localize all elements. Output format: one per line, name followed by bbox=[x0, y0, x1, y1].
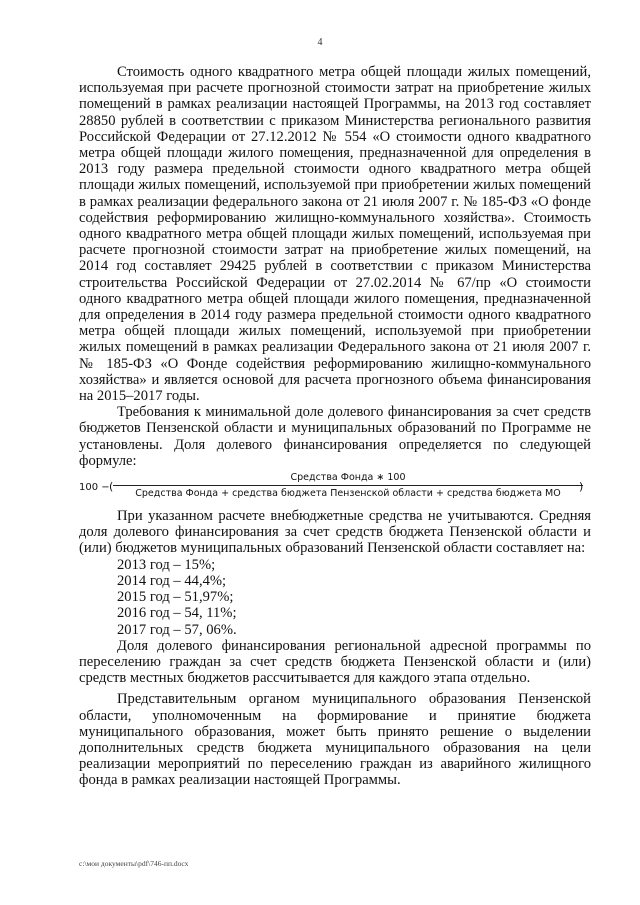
formula-lead: 100 − bbox=[79, 482, 110, 494]
document-body bbox=[79, 64, 591, 789]
paragraph-average-share: При указанном расчете внебюджетные средства не учитываются. Средняя доля долевого финансирования за счет средств бюджета Пензенской области и (или) бюджетов муниципальных образований Пензенской области составляет на: bbox=[79, 508, 591, 557]
paragraph-additional-funds: Представительным органом муниципального образования Пензенской области, уполномоченным на формирование и принятие бюджета муниципального образования, может быть принято решение о выделении дополнительных средств бюджета муниципального образования на цели реализации мероприятий по переселению граждан из аварийного жилищного фонда в рамках реализации настоящей Программы. bbox=[79, 691, 591, 789]
paragraph-share-requirements: Требования к минимальной доле долевого финансирования за счет средств бюджетов Пензенской области и муниципальных образований по Программе не установлены. Доля долевого финансирования определяется по следующей формуле: bbox=[79, 404, 591, 469]
share-2016: 2016 год – 54, 11%; bbox=[117, 605, 237, 622]
formula-fraction-bar bbox=[113, 485, 583, 486]
paragraph-cost-per-square-meter: Стоимость одного квадратного метра общей площади жилых помещений, используемая при расчете прогнозной стоимости затрат на приобретение жилых помещений в рамках реализации настоящей Программы, на 2013 год составляет 28850 рублей в соответствии с приказом Министерства регионального развития Российской Федерации от 27.12.2012 № 554 «О стоимости одного квадратного метра общей площади жилого помещения, предназначенной для определения в 2013 году размера предельной стоимости одного квадратного метра общей площади жилых помещений, используемой при приобретении жилых помещений в рамках реализации федерального закона от 21 июля 2007 г. № 185-ФЗ «О фонде содействия реформированию жилищно-коммунального хозяйства». Стоимость одного квадратного метра общей площади жилых помещений, используемая при расчете прогнозной стоимости затрат на приобретение жилых помещений, на 2014 год составляет 29425 рублей в соответствии с приказом Министерства строительства Российской Федерации от 27.02.2014 № 67/пр «О стоимости одного квадратного метра общей площади жилого помещения, предназначенной для определения в 2014 году размера предельной стоимости одного квадратного метра общей площади жилых помещений, используемой при приобретении жилых помещений в рамках реализации Федерального закона от 21 июля 2007 г. № 185-ФЗ «О Фонде содействия реформированию жилищно-коммунального хозяйства» и является основой для расчета прогнозного объема финансирования на 2015–2017 годы. bbox=[79, 64, 591, 405]
page-number: 4 bbox=[317, 37, 323, 48]
share-2017: 2017 год – 57, 06%. bbox=[117, 621, 237, 638]
share-2015: 2015 год – 51,97%; bbox=[117, 589, 234, 606]
share-formula bbox=[79, 471, 591, 505]
footer-file-path: c:\мои документы\pdf\746-пп.docx bbox=[79, 859, 189, 868]
paragraph-stage-calculation: Доля долевого финансирования региональной адресной программы по переселению граждан за счет средств бюджета Пензенской области и (или) средств местных бюджетов рассчитывается для каждого этапа отдельно. bbox=[79, 637, 591, 687]
share-2013: 2013 год – 15%; bbox=[117, 556, 216, 573]
formula-numerator: Средства Фонда ∗ 100 bbox=[290, 472, 406, 484]
formula-fraction bbox=[113, 471, 583, 500]
share-2014: 2014 год – 44,4%; bbox=[117, 572, 227, 589]
formula-close-paren: ) bbox=[579, 480, 584, 494]
formula-open-paren: ( bbox=[109, 480, 114, 494]
formula-denominator: Средства Фонда + средства бюджета Пензенской области + средства бюджета МО bbox=[135, 488, 561, 500]
